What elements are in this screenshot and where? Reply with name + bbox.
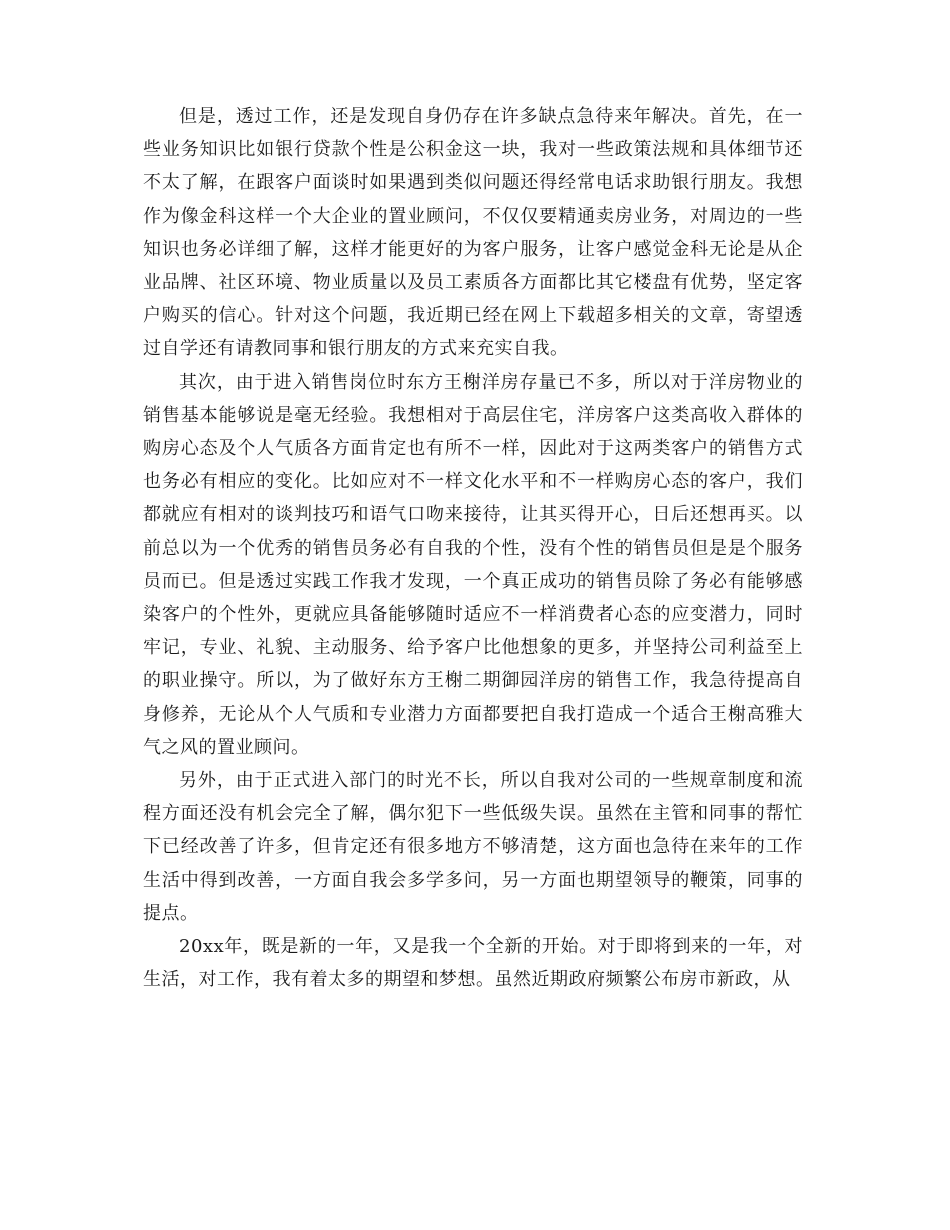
paragraph-2: 其次，由于进入销售岗位时东方王榭洋房存量已不多，所以对于洋房物业的销售基本能够说是毫无经验。我想相对于高层住宅，洋房客户这类高收入群体的购房心态及个人气质各方面肯定也有所不一样，因此对于这两类客户的销售方式也务必有相应的变化。比如应对不一样文化水平和不一样购房心态的客户，我们都就应有相对的谈判技巧和语气口吻来接待，让其买得开心，日后还想再买。以前总以为一个优秀的销售员务必有自我的个性，没有个性的销售员但是是个服务员而已。但是透过实践工作我才发现，一个真正成功的销售员除了务必有能够感染客户的个性外，更就应具备能够随时适应不一样消费者心态的应变潜力，同时牢记，专业、礼貌、主动服务、给予客户比他想象的更多，并坚持公司利益至上的职业操守。所以，为了做好东方王榭二期御园洋房的销售工作，我急待提高自身修养，无论从个人气质和专业潜力方面都要把自我打造成一个适合王榭高雅大气之风的置业顾问。 [143,371,803,758]
paragraph-4: 20xx年，既是新的一年，又是我一个全新的开始。对于即将到来的一年，对生活，对工作，我有着太多的期望和梦想。虽然近期政府频繁公布房市新政，从 [143,936,803,991]
paragraph-1: 但是，透过工作，还是发现自身仍存在许多缺点急待来年解决。首先，在一些业务知识比如银行贷款个性是公积金这一块，我对一些政策法规和具体细节还不太了解，在跟客户面谈时如果遇到类似问题还得经常电话求助银行朋友。我想作为像金科这样一个大企业的置业顾问，不仅仅要精通卖房业务，对周边的一些知识也务必详细了解，这样才能更好的为客户服务，让客户感觉金科无论是从企业品牌、社区环境、物业质量以及员工素质各方面都比其它楼盘有优势，坚定客户购买的信心。针对这个问题，我近期已经在网上下载超多相关的文章，寄望透过自学还有请教同事和银行朋友的方式来充实自我。 [143,106,803,360]
document-body [143,100,803,996]
paragraph-3: 另外，由于正式进入部门的时光不长，所以自我对公司的一些规章制度和流程方面还没有机会完全了解，偶尔犯下一些低级失误。虽然在主管和同事的帮忙下已经改善了许多，但肯定还有很多地方不够清楚，这方面也急待在来年的工作生活中得到改善，一方面自我会多学多问，另一方面也期望领导的鞭策，同事的提点。 [143,770,803,924]
